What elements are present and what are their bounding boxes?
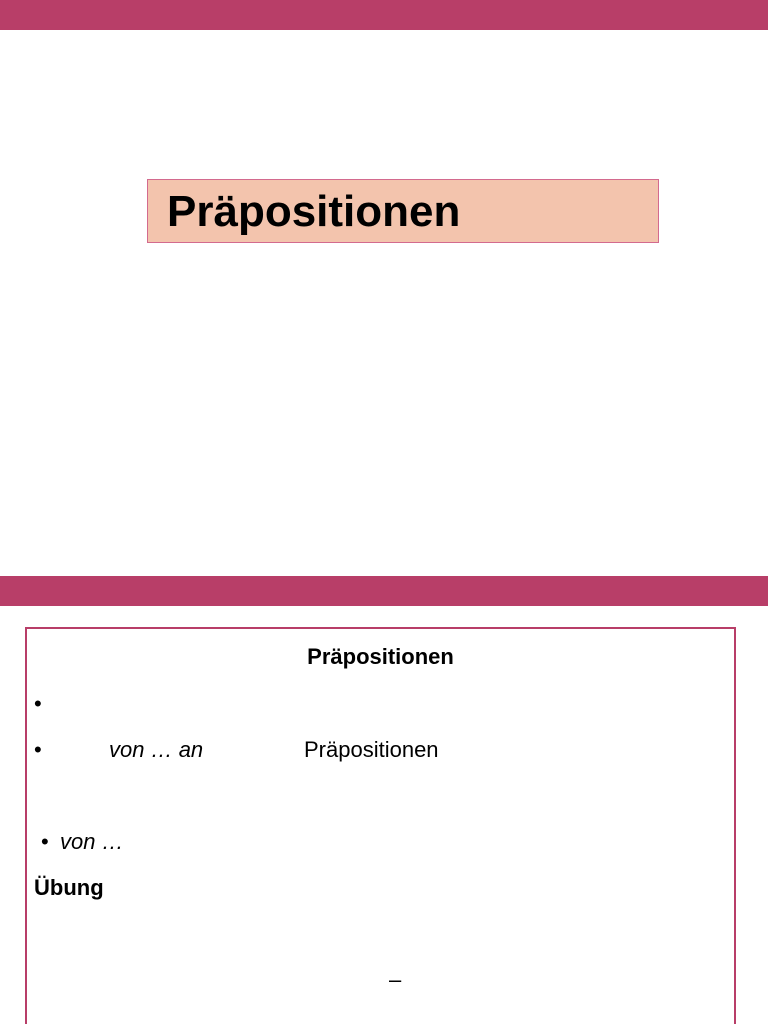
dash-mark: – [389,967,402,992]
slide-content [0,576,768,1024]
prepositions-word: Präpositionen [304,737,439,762]
von-an-phrase: von … an [109,737,204,762]
exercise-label: Übung [34,875,104,900]
bullet-1: • [34,691,42,716]
middle-accent-bar [0,576,768,606]
bullet-3: • [41,829,49,854]
title-box [147,179,659,243]
bullet-2: • [34,737,42,762]
top-accent-bar [0,0,768,30]
slide-title-text: Präpositionen [167,187,461,236]
von-phrase: von … [60,829,124,854]
content-heading: Präpositionen [307,644,454,669]
content-frame [25,627,736,1024]
